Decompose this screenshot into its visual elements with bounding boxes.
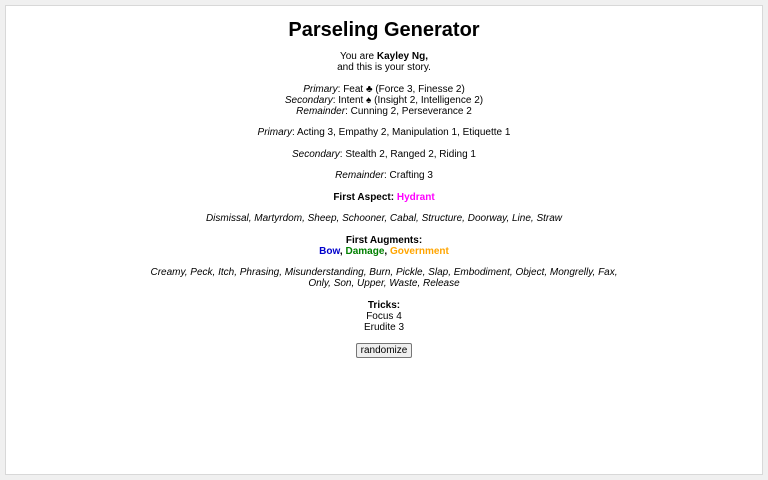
skills-remainder (6, 170, 762, 181)
aspect-label: First Aspect: (333, 191, 397, 203)
attr-secondary-text: : Intent ♠ (Insight 2, Intelligence 2) (332, 94, 484, 106)
page-title: Parseling Generator (288, 19, 480, 41)
intro-line2: and this is your story. (337, 62, 431, 73)
skills-primary-text: : Acting 3, Empathy 2, Manipulation 1, Etiquette 1 (291, 127, 511, 138)
augment-words-line2: Only, Son, Upper, Waste, Release (308, 278, 460, 289)
first-aspect (6, 192, 762, 203)
attr-secondary-label: Secondary (284, 94, 333, 106)
augment-words-line1: Creamy, Peck, Itch, Phrasing, Misunderstanding, Burn, Pickle, Slap, Embodiment, Object, Mongrelly, Fax, (150, 267, 618, 278)
skills-primary (6, 127, 762, 138)
tricks-label: Tricks: (367, 299, 401, 311)
augment-3: Government (389, 245, 449, 257)
trick-item: Erudite 3 (363, 321, 405, 333)
augment-1: Bow (319, 245, 340, 257)
skills-primary-label: Primary (257, 127, 292, 138)
intro-prefix: You are (339, 51, 377, 62)
attr-remainder-text: : Cunning 2, Perseverance 2 (345, 105, 472, 117)
attr-primary-label: Primary (303, 83, 338, 95)
attr-remainder-label: Remainder (296, 105, 346, 117)
tricks (6, 300, 762, 333)
intro (6, 51, 762, 73)
randomize-button[interactable]: randomize (356, 343, 413, 358)
attributes (6, 84, 762, 117)
augment-sep: , (384, 245, 390, 257)
character-name: Kayley Ng, (376, 51, 429, 62)
page-container (5, 5, 763, 475)
skills-remainder-text: : Crafting 3 (384, 170, 433, 181)
aspect-words (6, 213, 762, 224)
aspect-words-text: Dismissal, Martyrdom, Sheep, Schooner, Cabal, Structure, Doorway, Line, Straw (205, 213, 563, 224)
skills-secondary (6, 149, 762, 160)
attr-primary-text: : Feat ♣ (Force 3, Finesse 2) (337, 83, 465, 95)
skills-secondary-label: Secondary (291, 148, 340, 160)
skills-secondary-text: : Stealth 2, Ranged 2, Riding 1 (339, 148, 476, 160)
augments-label: First Augments: (345, 234, 423, 246)
augment-sep: , (339, 245, 346, 257)
skills-remainder-label: Remainder (335, 170, 384, 181)
aspect-value: Hydrant (396, 191, 435, 203)
trick-item: Focus 4 (366, 310, 402, 322)
augment-words (6, 267, 762, 289)
first-augments (6, 235, 762, 257)
augment-2: Damage (345, 245, 385, 257)
